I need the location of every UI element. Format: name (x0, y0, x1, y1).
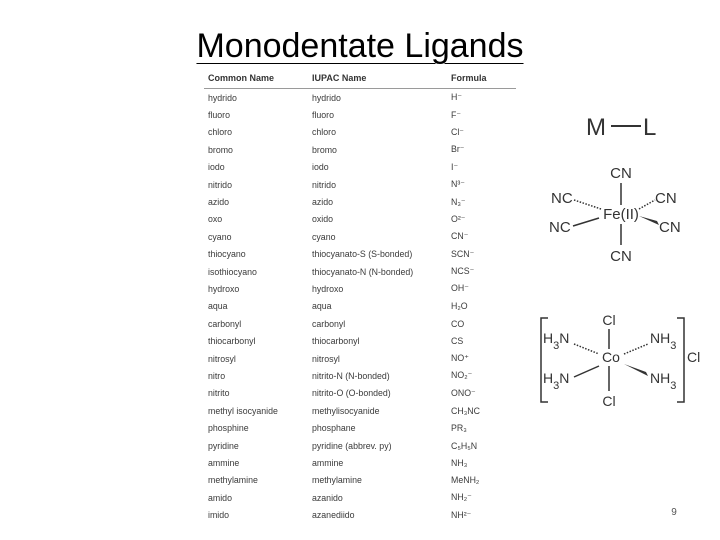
cell-common-name: imido (208, 510, 230, 521)
table-row (204, 472, 516, 489)
table-row (204, 332, 516, 349)
cell-common-name: nitrosyl (208, 353, 236, 364)
cell-iupac-name: iodo (312, 162, 329, 173)
cobalt-center: Co (602, 349, 620, 365)
table-row (204, 280, 516, 297)
slide-title (0, 24, 720, 68)
cell-iupac-name: azanido (312, 492, 343, 503)
iron-ligand-upper-left: NC (551, 190, 573, 207)
table-row (204, 228, 516, 245)
cell-common-name: nitro (208, 370, 226, 381)
table-row (204, 454, 516, 471)
table-row (204, 402, 516, 419)
table-row (204, 263, 516, 280)
cobalt-ligand-lower-left: $H_3N$ (543, 370, 570, 392)
cell-common-name: thiocarbonyl (208, 336, 256, 347)
table-row (204, 315, 516, 332)
iron-ligand-bottom: CN (610, 248, 632, 265)
iron-ligand-lower-right: CN (659, 219, 681, 236)
table-row (204, 489, 516, 506)
cell-common-name: methyl isocyanide (208, 405, 278, 416)
table-header-row (204, 70, 516, 89)
cell-common-name: thiocyano (208, 249, 246, 260)
cell-common-name: aqua (208, 301, 228, 312)
table-row (204, 141, 516, 158)
cell-formula: NO₂⁻ (451, 370, 473, 381)
cobalt-ligand-top: Cl (602, 312, 616, 328)
header-iupac-name: IUPAC Name (308, 70, 447, 89)
cell-common-name: ammine (208, 457, 240, 468)
cell-formula: CS (451, 336, 464, 347)
table-row (204, 89, 516, 107)
cell-iupac-name: nitrito-N (N-bonded) (312, 370, 390, 381)
cell-formula: H₂O (451, 301, 468, 312)
cell-formula: F⁻ (451, 109, 462, 120)
cell-common-name: hydroxo (208, 283, 240, 294)
cell-formula: CN⁻ (451, 231, 469, 242)
cell-iupac-name: hydroxo (312, 283, 344, 294)
cell-iupac-name: ammine (312, 457, 344, 468)
ml-ligand: L (643, 114, 657, 141)
cell-iupac-name: thiocarbonyl (312, 336, 360, 347)
cobalt-ligand-upper-right: $NH_3$ (650, 330, 677, 352)
cell-iupac-name: azido (312, 197, 334, 208)
cell-common-name: hydrido (208, 92, 237, 103)
cell-formula: NO⁺ (451, 353, 469, 364)
cobalt-ligand-lower-right: $NH_3$ (650, 370, 677, 392)
cell-formula: CO (451, 318, 465, 329)
cell-formula: SCN⁻ (451, 248, 475, 259)
cell-common-name: phosphine (208, 423, 249, 434)
iron-bond-upper-right (639, 200, 655, 209)
table-row (204, 106, 516, 123)
cell-formula: N³⁻ (451, 179, 465, 190)
cell-formula: MeNH₂ (451, 475, 480, 486)
cobalt-bond-lower-right (624, 364, 648, 376)
cell-common-name: carbonyl (208, 318, 242, 329)
table-row (204, 437, 516, 454)
cell-formula: ONO⁻ (451, 387, 476, 398)
cell-iupac-name: methylisocyanide (312, 405, 380, 416)
cell-common-name: methylamine (208, 475, 258, 486)
iron-bond-lower-left (573, 218, 599, 226)
page-number: 9 (671, 507, 677, 518)
table-body (204, 89, 516, 524)
cobalt-bond-upper-left (574, 344, 599, 354)
cell-iupac-name: hydrido (312, 92, 341, 103)
table-row (204, 211, 516, 228)
left-bracket (541, 318, 548, 402)
table-row (204, 246, 516, 263)
cell-common-name: fluoro (208, 110, 231, 121)
cell-iupac-name: azanediido (312, 510, 355, 521)
cell-iupac-name: chloro (312, 127, 336, 138)
cobalt-complex-diagram (541, 312, 700, 409)
header-common-name: Common Name (204, 70, 308, 89)
cell-common-name: bromo (208, 144, 233, 155)
cell-common-name: pyridine (208, 440, 239, 451)
cell-common-name: cyano (208, 231, 232, 242)
slide-title-text: Monodentate Ligands (196, 27, 524, 65)
cell-iupac-name: thiocyanato-S (S-bonded) (312, 249, 413, 260)
table-row (204, 385, 516, 402)
iron-bond-upper-left (574, 200, 601, 209)
iron-complex-diagram (549, 165, 681, 265)
cell-iupac-name: cyano (312, 231, 336, 242)
cobalt-counter-ion: Cl (687, 349, 701, 365)
cell-formula: NH²⁻ (451, 509, 472, 520)
cell-common-name: chloro (208, 127, 232, 138)
table-row (204, 176, 516, 193)
cell-formula: O²⁻ (451, 213, 466, 224)
cell-formula: H⁻ (451, 92, 462, 103)
iron-ligand-lower-left: NC (549, 219, 571, 236)
cell-formula: CH₃NC (451, 405, 480, 416)
cell-iupac-name: phosphane (312, 423, 356, 434)
cobalt-ligand-upper-left: $H_3N$ (543, 330, 570, 352)
cell-common-name: nitrido (208, 179, 232, 190)
cell-formula: NCS⁻ (451, 266, 475, 277)
table-row (204, 159, 516, 176)
cobalt-ligand-bottom: Cl (602, 393, 616, 409)
cell-formula: PR₃ (451, 423, 467, 434)
table-row (204, 419, 516, 436)
cell-common-name: oxo (208, 214, 223, 225)
table-row (204, 193, 516, 210)
cell-iupac-name: thiocyanato-N (N-bonded) (312, 266, 414, 277)
cell-iupac-name: methylamine (312, 475, 362, 486)
cell-common-name: nitrito (208, 388, 230, 399)
ligand-table (204, 70, 516, 524)
iron-center: Fe(II) (603, 206, 639, 223)
cobalt-bond-upper-right (624, 344, 648, 354)
cell-iupac-name: carbonyl (312, 318, 346, 329)
cell-formula: Br⁻ (451, 144, 465, 155)
iron-ligand-upper-right: CN (655, 190, 677, 207)
table-row (204, 506, 516, 523)
table-row (204, 124, 516, 141)
cell-formula: C₅H₅N (451, 440, 478, 451)
cell-iupac-name: nitrito-O (O-bonded) (312, 388, 391, 399)
cell-common-name: azido (208, 197, 230, 208)
cell-formula: OH⁻ (451, 283, 469, 294)
cell-common-name: iodo (208, 162, 225, 173)
cell-iupac-name: fluoro (312, 110, 335, 121)
table-row (204, 298, 516, 315)
header-formula: Formula (447, 70, 516, 89)
cell-common-name: isothiocyano (208, 266, 257, 277)
right-bracket (677, 318, 684, 402)
table-row (204, 367, 516, 384)
cell-iupac-name: nitrido (312, 179, 336, 190)
cell-formula: Cl⁻ (451, 126, 464, 137)
cell-iupac-name: oxido (312, 214, 334, 225)
cell-iupac-name: aqua (312, 301, 332, 312)
cell-iupac-name: bromo (312, 144, 337, 155)
ml-metal: M (586, 114, 606, 141)
cell-iupac-name: nitrosyl (312, 353, 340, 364)
table-row (204, 350, 516, 367)
cell-formula: N₃⁻ (451, 196, 466, 207)
cell-formula: NH₃ (451, 457, 468, 468)
cell-common-name: amido (208, 492, 232, 503)
cobalt-bond-lower-left (574, 366, 599, 377)
ml-diagram (586, 114, 656, 141)
cell-formula: NH₂⁻ (451, 492, 472, 503)
cell-iupac-name: pyridine (abbrev. py) (312, 440, 392, 451)
cell-formula: I⁻ (451, 161, 459, 172)
iron-ligand-top: CN (610, 165, 632, 182)
iron-bond-lower-right (639, 216, 659, 225)
